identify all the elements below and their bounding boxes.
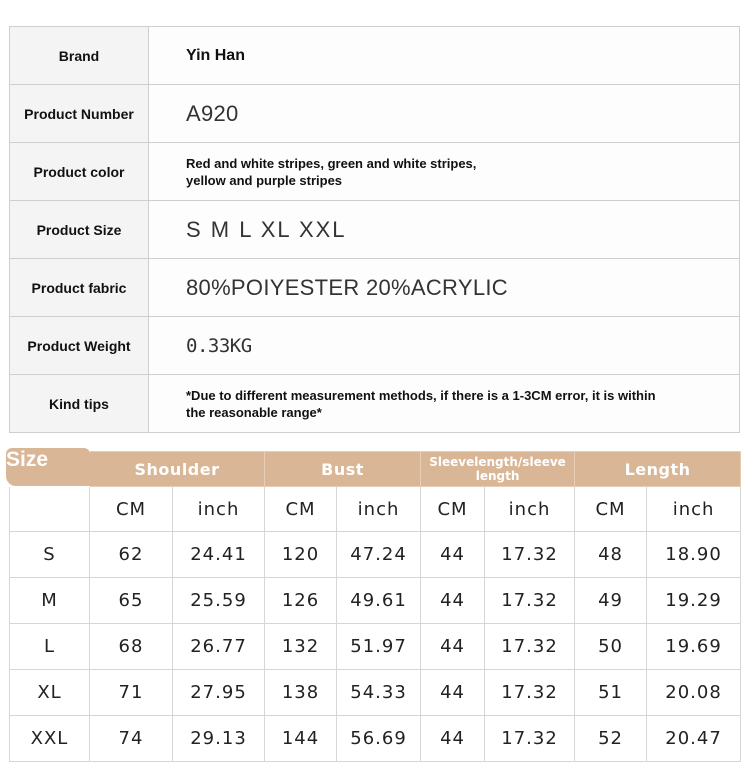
measure-cell: 54.33 (337, 670, 421, 716)
measure-cell: 19.69 (647, 624, 741, 670)
units-corner (10, 487, 90, 532)
info-row-brand (10, 27, 740, 85)
measure-cell: 19.29 (647, 578, 741, 624)
measure-cell: 17.32 (485, 670, 575, 716)
size-label: XXL (10, 716, 90, 762)
measure-cell: 17.32 (485, 532, 575, 578)
unit-cell: CM (575, 487, 647, 532)
measure-cell: 51.97 (337, 624, 421, 670)
product-weight-label: Product Weight (10, 317, 149, 375)
info-row-number (10, 85, 740, 143)
product-color-line-2: yellow and purple stripes (186, 172, 343, 188)
measure-cell: 44 (421, 578, 485, 624)
product-fabric-value: 80%POIYESTER 20%ACRYLIC (149, 259, 740, 317)
measure-cell: 74 (90, 716, 173, 762)
measure-cell: 17.32 (485, 578, 575, 624)
product-color-line-1: Red and white stripes, green and white stripes, (186, 155, 477, 171)
measure-cell: 20.08 (647, 670, 741, 716)
product-fabric-label: Product fabric (10, 259, 149, 317)
measure-cell: 62 (90, 532, 173, 578)
size-tag (6, 448, 90, 486)
measure-cell: 68 (90, 624, 173, 670)
unit-cell: inch (485, 487, 575, 532)
info-row-color (10, 143, 740, 201)
product-weight-value: 0.33KG (149, 317, 740, 375)
product-color-value (149, 143, 740, 201)
unit-cell: CM (90, 487, 173, 532)
product-color-label: Product color (10, 143, 149, 201)
kind-tips-line-1: *Due to different measurement methods, if there is a 1-3CM error, it is within (186, 387, 656, 403)
size-chart (6, 448, 740, 762)
measure-cell: 17.32 (485, 716, 575, 762)
measure-cell: 25.59 (173, 578, 265, 624)
measure-cell: 56.69 (337, 716, 421, 762)
unit-cell: CM (265, 487, 337, 532)
size-label: XL (10, 670, 90, 716)
measure-cell: 44 (421, 624, 485, 670)
measure-cell: 17.32 (485, 624, 575, 670)
measure-cell: 49 (575, 578, 647, 624)
unit-cell: inch (337, 487, 421, 532)
table-row (10, 624, 741, 670)
size-label: M (10, 578, 90, 624)
measure-cell: 29.13 (173, 716, 265, 762)
table-row (10, 532, 741, 578)
kind-tips-line-2: the reasonable range* (186, 404, 322, 420)
product-info-table (9, 26, 740, 433)
measure-cell: 44 (421, 670, 485, 716)
info-row-weight (10, 317, 740, 375)
header-bust: Bust (265, 452, 421, 487)
info-row-tips (10, 375, 740, 433)
measure-cell: 144 (265, 716, 337, 762)
measure-cell: 47.24 (337, 532, 421, 578)
measure-cell: 132 (265, 624, 337, 670)
measure-cell: 50 (575, 624, 647, 670)
measure-cell: 120 (265, 532, 337, 578)
product-size-value: S M L XL XXL (149, 201, 740, 259)
info-row-size (10, 201, 740, 259)
info-row-fabric (10, 259, 740, 317)
measure-cell: 51 (575, 670, 647, 716)
table-row (10, 716, 741, 762)
header-sleeve-length: Sleevelength/sleeve length (421, 452, 575, 487)
kind-tips-label: Kind tips (10, 375, 149, 433)
table-row (10, 670, 741, 716)
measure-cell: 71 (90, 670, 173, 716)
product-number-value: A920 (149, 85, 740, 143)
measure-cell: 24.41 (173, 532, 265, 578)
measure-cell: 20.47 (647, 716, 741, 762)
measure-cell: 48 (575, 532, 647, 578)
measure-cell: 65 (90, 578, 173, 624)
brand-value: Yin Han (149, 27, 740, 85)
measure-cell: 18.90 (647, 532, 741, 578)
kind-tips-value (149, 375, 740, 433)
measure-cell: 138 (265, 670, 337, 716)
unit-cell: CM (421, 487, 485, 532)
product-number-label: Product Number (10, 85, 149, 143)
measure-cell: 44 (421, 716, 485, 762)
measure-cell: 27.95 (173, 670, 265, 716)
header-shoulder: Shoulder (90, 452, 265, 487)
size-chart-header-row (10, 452, 741, 487)
product-size-label: Product Size (10, 201, 149, 259)
size-label: L (10, 624, 90, 670)
measure-cell: 26.77 (173, 624, 265, 670)
measure-cell: 49.61 (337, 578, 421, 624)
measure-cell: 52 (575, 716, 647, 762)
measure-cell: 44 (421, 532, 485, 578)
measure-cell: 126 (265, 578, 337, 624)
table-row (10, 578, 741, 624)
size-chart-table (9, 451, 741, 762)
size-chart-units-row (10, 487, 741, 532)
size-tag-label: Size (6, 448, 49, 471)
unit-cell: inch (647, 487, 741, 532)
brand-label: Brand (10, 27, 149, 85)
unit-cell: inch (173, 487, 265, 532)
size-label: S (10, 532, 90, 578)
header-length: Length (575, 452, 741, 487)
